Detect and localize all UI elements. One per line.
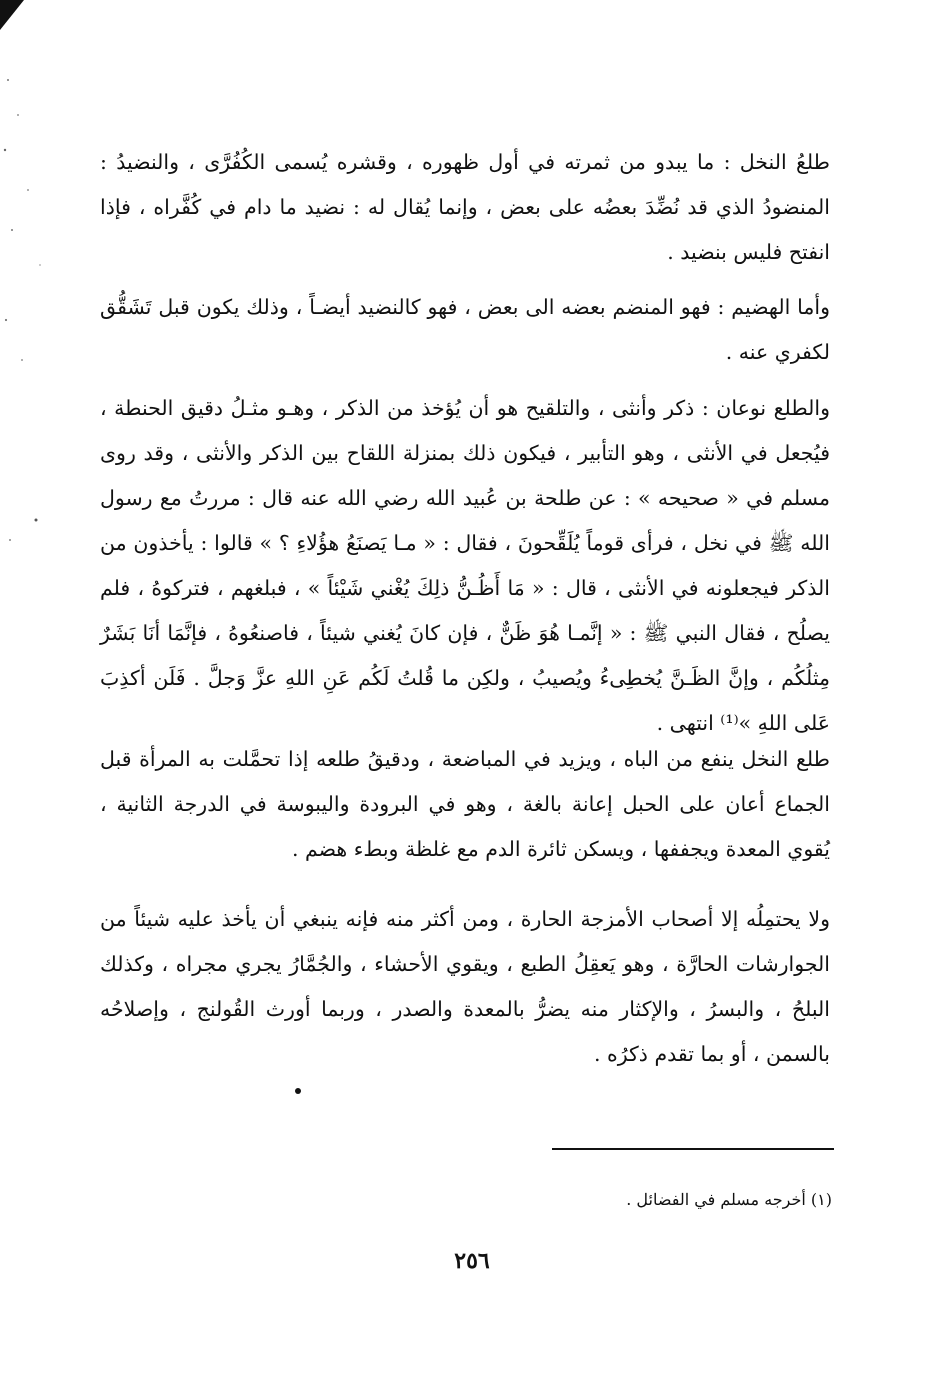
paragraph-cautions — [100, 897, 830, 1077]
paragraph-text: وأما الهضيم : فهو المنضم بعضه الى بعض ، فهو كالنضيد أيضـاً ، وذلك يكون قبل تَشَقُّق لكفري عنه . — [100, 295, 830, 364]
scan-edge-speckle — [0, 60, 60, 580]
paragraph-palm-spathe — [100, 140, 830, 275]
stray-ink-dot — [295, 1088, 301, 1094]
paragraph-text: طلعُ النخل : ما يبدو من ثمرته في أول ظهوره ، وقشره يُسمى الكُفُرَّى ، والنضيدُ : المنضودُ الذي قد نُضِّدَ بعضُه على بعض ، وإنما يُقال له : نضيد ما دام في كُفَّراه ، فإذا انفتح فليس بنضيد . — [100, 150, 830, 264]
footnote-separator — [552, 1148, 834, 1150]
paragraph-hadim — [100, 285, 830, 375]
footnote: (١) أخرجه مسلم في الفضائل . — [626, 1190, 832, 1209]
paragraph-benefits — [100, 737, 830, 872]
paragraph-text: طلع النخل ينفع من الباه ، ويزيد في المباضعة ، ودقيقُ طلعه إذا تحمَّلت به المرأة قبل الجماع أعان على الحبل إعانة بالغة ، وهو في البرودة واليبوسة في الدرجة الثانية ، يُقوي المعدة ويجففها ، ويسكن ثائرة الدم مع غلظة وبطء هضم . — [100, 747, 830, 861]
paragraph-text: والطلع نوعان : ذكر وأنثى ، والتلقيح هو أن يُؤخذ من الذكر ، وهـو مثـلُ دقيق الحنطة ، فيُجعل في الأنثى ، وهو التأبير ، فيكون ذلك بمنزلة اللقاح بين الذكر والأنثى ، وقد روى مسلم في « صحيحه » : عن طلحة بن عُبيد الله رضي الله عنه قال : مررتُ مع رسول الله ﷺ في نخل ، فرأى قوماً يُلَقِّحونَ ، فقال : « مـا يَصنَعُ هؤُلاءِ ؟ » قالوا : يأخذون من الذكر فيجعلونه في الأنثى ، قال : « مَا أَظُـنُّ ذلِكَ يُغْني شَيْئاً » ، فبلغهم ، فتركوهُ ، فلم يصلُح ، فقال النبي ﷺ : « إنَّمـا هُوَ ظَنٌّ ، فإن كانَ يُغني شيئاً ، فاصنعُوهُ ، فإنَّمَا أنَا بَشَرٌ مِثلُكُم ، وإنَّ الظَـنَّ يُخطِىءُ ويُصيبُ ، ولكِن ما قُلتُ لَكُم عَنِ اللهِ عزَّ وَجلَّ . فَلَن أكذِبَ عَلى اللهِ »⁽¹⁾ انتهى . — [100, 396, 830, 735]
page-number: ٢٥٦ — [454, 1248, 490, 1274]
paragraph-text: ولا يحتمِلُه إلا أصحاب الأمزجة الحارة ، ومن أكثر منه فإنه ينبغي أن يأخذ عليه شيئاً من الجوارشات الحارَّة ، وهو يَعقِلُ الطبع ، ويقوي الأحشاء ، والجُمَّارُ يجري مجراه ، وكذلك البلحُ ، والبسرُ ، والإكثار منه يضرُّ بالمعدة والصدر ، وربما أورث القُولنج ، وإصلاحُه بالسمن ، أو بما تقدم ذكرُه . — [100, 907, 830, 1066]
scan-corner-mark — [0, 0, 24, 30]
paragraph-pollination-hadith — [100, 386, 830, 746]
